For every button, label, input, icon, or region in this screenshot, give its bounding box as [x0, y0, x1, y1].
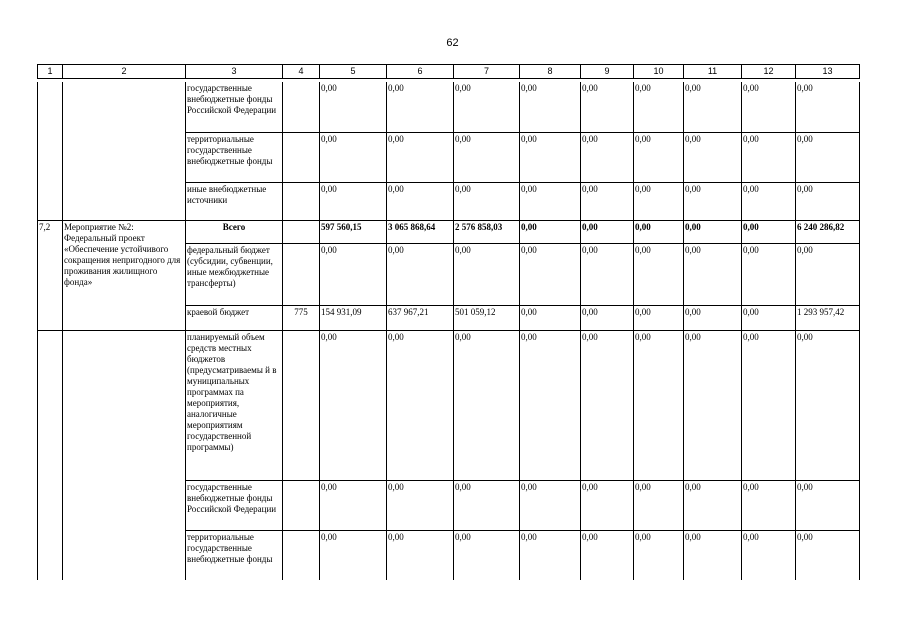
value-cell: 0,00	[520, 330, 581, 480]
col-header: 9	[581, 65, 634, 79]
value-cell: 0,00	[634, 305, 684, 330]
value-cell: 0,00	[320, 182, 387, 220]
value-cell: 0,00	[320, 480, 387, 530]
value-cell: 0,00	[581, 132, 634, 182]
value-cell: 0,00	[742, 82, 796, 132]
value-cell: 0,00	[387, 182, 454, 220]
col-header: 8	[520, 65, 581, 79]
value-cell: 0,00	[742, 220, 796, 243]
table-row	[38, 82, 860, 132]
value-cell: 0,00	[520, 220, 581, 243]
value-cell: 0,00	[742, 182, 796, 220]
value-cell: 0,00	[520, 480, 581, 530]
value-cell: 0,00	[454, 243, 520, 305]
col-header: 2	[63, 65, 186, 79]
cell-col4	[283, 220, 320, 243]
value-cell: 0,00	[387, 243, 454, 305]
value-cell: 0,00	[742, 530, 796, 580]
value-cell: 2 576 858,03	[454, 220, 520, 243]
value-cell: 0,00	[387, 530, 454, 580]
value-cell: 0,00	[684, 243, 742, 305]
value-cell: 1 293 957,42	[796, 305, 860, 330]
value-cell: 0,00	[520, 82, 581, 132]
value-cell: 0,00	[581, 330, 634, 480]
col-header: 12	[742, 65, 796, 79]
value-cell: 0,00	[581, 530, 634, 580]
row-label: краевой бюджет	[186, 305, 283, 330]
col-header: 7	[454, 65, 520, 79]
value-cell: 154 931,09	[320, 305, 387, 330]
value-cell: 0,00	[581, 182, 634, 220]
col-header: 6	[387, 65, 454, 79]
value-cell: 0,00	[634, 132, 684, 182]
cell-col4	[283, 330, 320, 480]
value-cell: 0,00	[520, 530, 581, 580]
value-cell: 0,00	[387, 82, 454, 132]
row-label: планируемый объем средств местных бюджетов (предусматриваемы й в муниципальных программах па мероприятия, аналогичные мероприятиям государственной программы)	[186, 330, 283, 480]
value-cell: 0,00	[320, 82, 387, 132]
value-cell: 0,00	[634, 82, 684, 132]
value-cell: 0,00	[684, 330, 742, 480]
table-row	[38, 330, 860, 480]
budget-table	[37, 82, 860, 580]
row-label: государственные внебюджетные фонды Российской Федерации	[186, 480, 283, 530]
cell-col4	[283, 480, 320, 530]
value-cell: 0,00	[796, 243, 860, 305]
value-cell: 0,00	[684, 220, 742, 243]
value-cell: 0,00	[684, 182, 742, 220]
cell-col4	[283, 243, 320, 305]
row-label: территориальные государственные внебюджетные фонды	[186, 530, 283, 580]
row-label: государственные внебюджетные фонды Российской Федерации	[186, 82, 283, 132]
value-cell: 0,00	[634, 182, 684, 220]
row-label: федеральный бюджет (субсидии, субвенции, иные межбюджетные трансферты)	[186, 243, 283, 305]
item-number-cell	[38, 330, 63, 580]
col-header: 4	[283, 65, 320, 79]
col-header: 11	[684, 65, 742, 79]
value-cell: 597 560,15	[320, 220, 387, 243]
value-cell: 0,00	[796, 530, 860, 580]
value-cell: 0,00	[796, 182, 860, 220]
value-cell: 0,00	[454, 132, 520, 182]
col-header: 13	[796, 65, 860, 79]
value-cell: 0,00	[634, 530, 684, 580]
value-cell: 0,00	[634, 220, 684, 243]
value-cell: 0,00	[387, 480, 454, 530]
cell-col4	[283, 82, 320, 132]
cell-col4	[283, 182, 320, 220]
value-cell: 0,00	[796, 330, 860, 480]
item-title-cell	[63, 82, 186, 220]
row-label: территориальные государственные внебюджетные фонды	[186, 132, 283, 182]
row-label: иные внебюджетные источники	[186, 182, 283, 220]
value-cell: 637 967,21	[387, 305, 454, 330]
value-cell: 0,00	[581, 243, 634, 305]
page-number: 62	[446, 37, 459, 49]
table-header	[37, 64, 860, 79]
value-cell: 0,00	[520, 243, 581, 305]
value-cell: 0,00	[454, 182, 520, 220]
value-cell: 0,00	[387, 132, 454, 182]
value-cell: 0,00	[454, 82, 520, 132]
value-cell: 0,00	[320, 330, 387, 480]
item-title-cell	[63, 330, 186, 580]
header-row	[38, 65, 860, 79]
value-cell: 0,00	[454, 480, 520, 530]
value-cell: 0,00	[634, 330, 684, 480]
value-cell: 0,00	[581, 82, 634, 132]
col-header: 5	[320, 65, 387, 79]
row-label-total: Всего	[186, 220, 283, 243]
value-cell: 0,00	[520, 305, 581, 330]
cell-col4: 775	[283, 305, 320, 330]
value-cell: 0,00	[796, 82, 860, 132]
cell-col4	[283, 530, 320, 580]
table-row-total	[38, 220, 860, 243]
value-cell: 0,00	[320, 530, 387, 580]
value-cell: 0,00	[520, 182, 581, 220]
value-cell: 0,00	[581, 480, 634, 530]
value-cell: 0,00	[684, 530, 742, 580]
value-cell: 0,00	[320, 243, 387, 305]
col-header: 3	[186, 65, 283, 79]
value-cell: 0,00	[684, 82, 742, 132]
value-cell: 0,00	[634, 243, 684, 305]
value-cell: 0,00	[520, 132, 581, 182]
value-cell: 6 240 286,82	[796, 220, 860, 243]
value-cell: 0,00	[742, 305, 796, 330]
item-number: 7,2	[38, 220, 63, 330]
value-cell: 0,00	[387, 330, 454, 480]
value-cell: 0,00	[634, 480, 684, 530]
value-cell: 0,00	[684, 132, 742, 182]
value-cell: 0,00	[581, 305, 634, 330]
value-cell: 0,00	[684, 480, 742, 530]
col-header: 1	[38, 65, 63, 79]
col-header: 10	[634, 65, 684, 79]
value-cell: 0,00	[742, 132, 796, 182]
value-cell: 0,00	[581, 220, 634, 243]
value-cell: 0,00	[742, 480, 796, 530]
value-cell: 0,00	[320, 132, 387, 182]
value-cell: 3 065 868,64	[387, 220, 454, 243]
item-number-cell	[38, 82, 63, 220]
value-cell: 0,00	[684, 305, 742, 330]
value-cell: 0,00	[454, 530, 520, 580]
value-cell: 0,00	[796, 132, 860, 182]
value-cell: 0,00	[742, 330, 796, 480]
item-title: Мероприятие №2: Федеральный проект «Обеспечение устойчивого сокращения непригодного для проживания жилищного фонда»	[63, 220, 186, 330]
value-cell: 501 059,12	[454, 305, 520, 330]
value-cell: 0,00	[454, 330, 520, 480]
value-cell: 0,00	[796, 480, 860, 530]
value-cell: 0,00	[742, 243, 796, 305]
cell-col4	[283, 132, 320, 182]
